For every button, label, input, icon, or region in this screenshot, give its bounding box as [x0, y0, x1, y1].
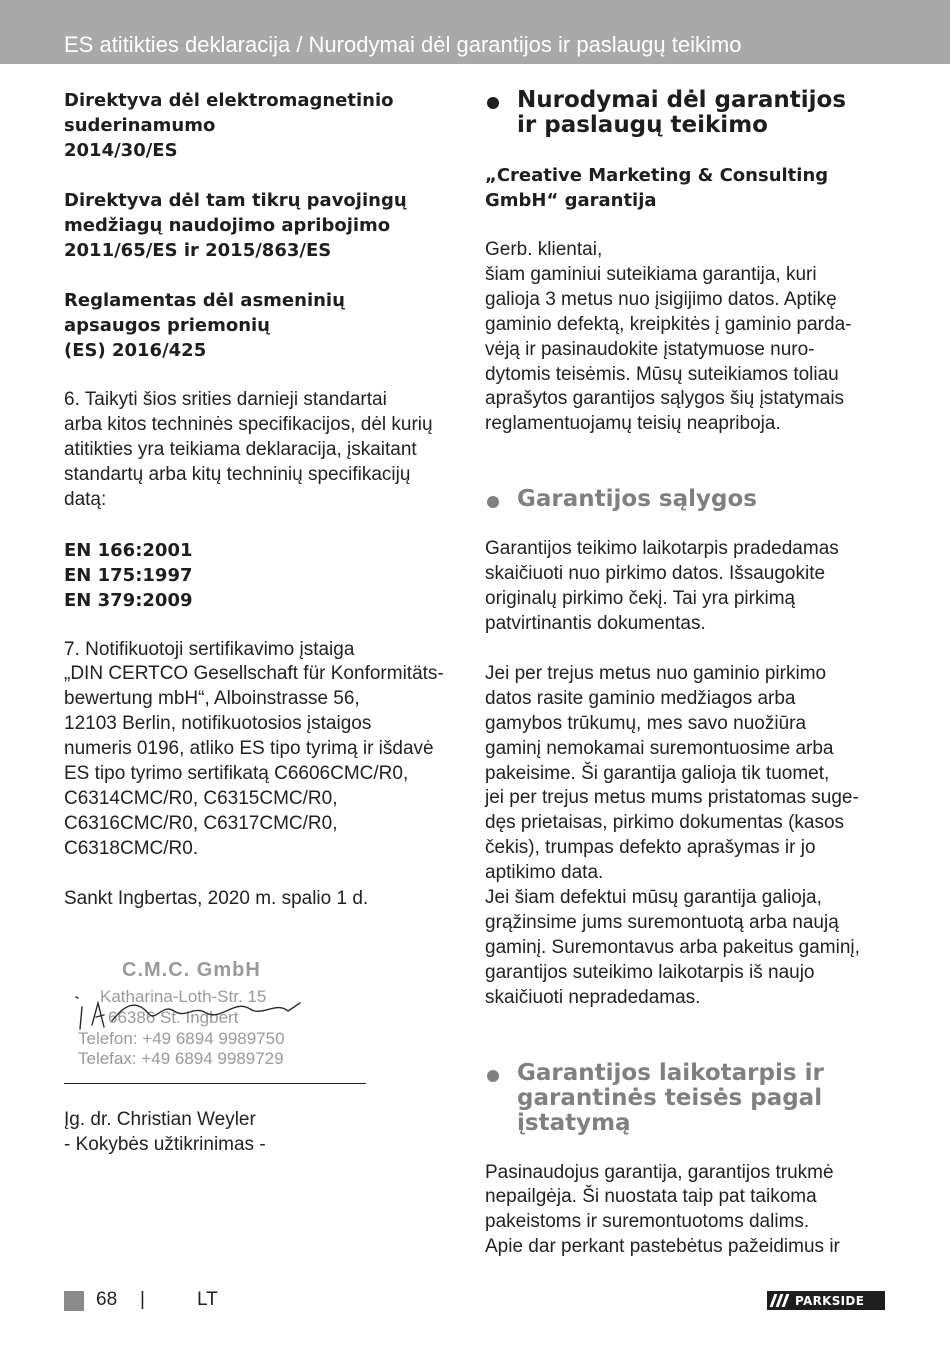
parkside-logo	[767, 1291, 885, 1310]
paragraph-line: nepailgėja. Ši nuostata taip pat taikoma	[485, 1186, 817, 1208]
paragraph-line: skaičiuoti nepradedamas.	[485, 986, 701, 1008]
warranty-intro	[485, 238, 885, 437]
signer-block	[64, 1108, 266, 1158]
paragraph-line: vėją ir pasinaudokite įstatymuose nuro-	[485, 338, 815, 360]
paragraph-line: 6. Taikyti šios srities darnieji standartai	[64, 389, 387, 410]
paragraph-line: datą:	[64, 488, 107, 510]
footer-square-icon	[64, 1291, 84, 1311]
section-heading-conditions	[485, 487, 885, 512]
warranty-subheading	[485, 163, 885, 213]
paragraph-line: numeris 0196, atliko ES tipo tyrimą ir išdavė	[64, 738, 434, 760]
standard-item: EN 175:1997	[64, 564, 193, 586]
directive-rohs-line: 2011/65/ES ir 2015/863/ES	[64, 240, 332, 261]
stamp-city: 66386 St. Ingbert	[108, 1008, 239, 1027]
page-number: 68	[96, 1289, 118, 1310]
paragraph-line: patvirtinantis dokumentas.	[485, 612, 706, 634]
bullet-icon	[487, 496, 499, 508]
heading-line: garantinės teisės pagal	[517, 1084, 823, 1111]
directive-rohs-line: medžiagų naudojimo apribojimo	[64, 215, 391, 236]
page-header	[0, 0, 950, 64]
conditions-paragraph-2	[485, 662, 885, 1011]
paragraph-line: standartų arba kitų techninių specifikacijų	[64, 463, 411, 485]
stamp-phone: Telefon: +49 6894 9989750	[78, 1029, 285, 1048]
subheading-line: GmbH“ garantija	[485, 190, 657, 211]
directive-rohs-line: Direktyva dėl tam tikrų pavojingų	[64, 190, 407, 211]
logo-stripes-icon	[767, 1291, 793, 1310]
paragraph-line: C6318CMC/R0.	[64, 837, 199, 859]
heading-line: ir paslaugų teikimo	[517, 112, 768, 138]
paragraph-line: dęs prietaisas, pirkimo dokumentas (kasos	[485, 812, 845, 834]
directive-emc-line: suderinamumo	[64, 115, 216, 136]
regulation-ppe-line: apsaugos priemonių	[64, 315, 270, 336]
paragraph-line: 7. Notifikuotoji sertifikavimo įstaiga	[64, 638, 355, 660]
paragraph-line: Pasinaudojus garantija, garantijos trukmė	[485, 1161, 834, 1183]
regulation-ppe-line: (ES) 2016/425	[64, 340, 207, 361]
right-column	[485, 88, 885, 1260]
paragraph-line: Jei per trejus metus nuo gaminio pirkimo	[485, 662, 827, 684]
paragraph-line: datos rasite gaminio medžiagos arba	[485, 687, 796, 709]
regulation-ppe-line: Reglamentas dėl asmeninių	[64, 290, 345, 311]
standard-item: EN 166:2001	[64, 539, 193, 561]
paragraph-line: C6314CMC/R0, C6315CMC/R0,	[64, 787, 338, 809]
heading-line: Garantijos sąlygos	[517, 486, 757, 513]
left-column	[64, 88, 464, 912]
paragraph-line: pakeistoms ir suremontuotoms dalims.	[485, 1211, 810, 1233]
heading-line: įstatymą	[517, 1109, 631, 1136]
paragraph-line: galioja 3 metus nuo įsigijimo datos. Aptikę	[485, 288, 837, 310]
paragraph-line: aprašytos garantijos sąlygos šių įstatymais	[485, 388, 845, 410]
directive-emc-line: 2014/30/ES	[64, 140, 178, 161]
signer-role: - Kokybės užtikrinimas -	[64, 1133, 266, 1155]
standard-item: EN 379:2009	[64, 589, 193, 611]
paragraph-line: Apie dar perkant pastebėtus pažeidimus ir	[485, 1236, 840, 1258]
paragraph-line: pakeisime. Ši garantija galioja tik tuomet,	[485, 762, 830, 784]
paragraph-line: C6316CMC/R0, C6317CMC/R0,	[64, 812, 338, 834]
standards-list	[64, 538, 464, 613]
paragraph-line: gaminį. Suremontavus arba pakeitus gaminį,	[485, 936, 860, 958]
stamp-fax: Telefax: +49 6894 9989729	[78, 1049, 284, 1068]
paragraph-line: „DIN CERTCO Gesellschaft für Konformitäts-	[64, 663, 444, 685]
paragraph-line: ES tipo tyrimo sertifikatą C6606CMC/R0,	[64, 763, 409, 785]
paragraph-line: grąžinsime jums suremontuotą arba naują	[485, 911, 839, 933]
place-date	[64, 887, 464, 912]
paragraph-line: atitikties yra teikiama deklaracija, įskaitant	[64, 438, 417, 460]
paragraph-line: Gerb. klientai,	[485, 239, 603, 260]
heading-line: Garantijos laikotarpis ir	[517, 1059, 824, 1086]
paragraph-line: jei per trejus metus mums pristatomas suge-	[485, 787, 859, 809]
paragraph-line: čekis), trumpas defekto aprašymas ir jo	[485, 837, 816, 859]
paragraph-standards	[64, 388, 464, 513]
paragraph-line: Garantijos teikimo laikotarpis pradedamas	[485, 538, 839, 560]
paragraph-line: reglamentuojamų teisių neapriboja.	[485, 413, 781, 435]
statutory-paragraph	[485, 1161, 885, 1261]
brand-name: PARKSIDE	[795, 1293, 865, 1308]
place-date-text: Sankt Ingbertas, 2020 m. spalio 1 d.	[64, 887, 369, 909]
language-code: LT	[197, 1289, 218, 1310]
regulation-ppe	[64, 288, 464, 363]
paragraph-notified-body	[64, 638, 464, 862]
stamp-street: Katharina-Loth-Str. 15	[100, 987, 267, 1006]
signature-image	[64, 955, 364, 1075]
signer-name: Įg. dr. Christian Weyler	[64, 1109, 256, 1130]
paragraph-line: Jei šiam defektui mūsų garantija galioja,	[485, 887, 822, 909]
paragraph-line: originalų pirkimo čekį. Tai yra pirkimą	[485, 588, 796, 610]
directive-rohs	[64, 188, 464, 263]
paragraph-line: garantijos suteikimo laikotarpis iš naujo	[485, 961, 815, 983]
company-stamp	[64, 955, 364, 1075]
paragraph-line: arba kitos techninės specifikacijos, dėl kurių	[64, 413, 433, 435]
paragraph-line: dytomis teisėmis. Mūsų suteikiamos toliau	[485, 363, 839, 385]
heading-line: Nurodymai dėl garantijos	[517, 87, 847, 113]
paragraph-line: gaminio defektą, kreipkitės į gaminio parda-	[485, 313, 852, 335]
section-heading-statutory	[485, 1061, 885, 1136]
directive-emc	[64, 88, 464, 163]
stamp-company: C.M.C. GmbH	[122, 959, 261, 981]
bullet-icon	[487, 97, 499, 109]
paragraph-line: gamybos trūkumų, mes savo nuožiūra	[485, 712, 807, 734]
paragraph-line: skaičiuoti nuo pirkimo datos. Išsaugokite	[485, 563, 826, 585]
paragraph-line: aptikimo data.	[485, 862, 604, 884]
signature-line	[64, 1083, 366, 1084]
paragraph-line: gaminį nemokamai suremontuosime arba	[485, 737, 834, 759]
conditions-paragraph-1	[485, 537, 885, 637]
paragraph-line: šiam gaminiui suteikiama garantija, kuri	[485, 263, 817, 285]
footer-separator: |	[140, 1289, 145, 1310]
subheading-line: „Creative Marketing & Consulting	[485, 165, 829, 186]
bullet-icon	[487, 1070, 499, 1082]
paragraph-line: 12103 Berlin, notifikuotosios įstaigos	[64, 713, 372, 735]
page-title: ES atitikties deklaracija / Nurodymai dėl garantijos ir paslaugų teikimo	[64, 32, 742, 57]
section-heading-warranty	[485, 88, 885, 138]
directive-emc-line: Direktyva dėl elektromagnetinio	[64, 90, 394, 111]
paragraph-line: bewertung mbH“, Alboinstrasse 56,	[64, 688, 360, 710]
